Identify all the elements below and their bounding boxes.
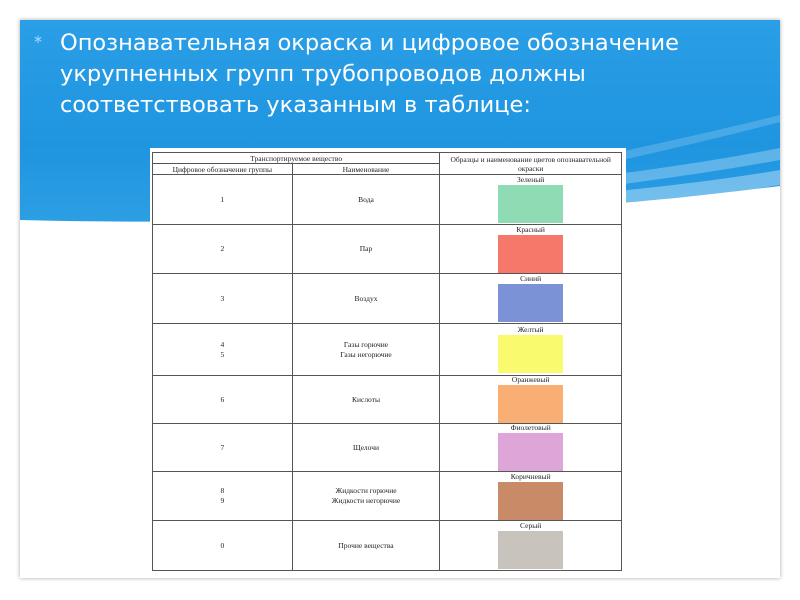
color-sample-cell [440,225,622,274]
substance-name: Жидкости горючие [335,486,397,495]
group-code: 3 [220,293,225,303]
group-code-cell [153,376,293,424]
table-row [153,376,622,424]
table-row [153,274,622,324]
substance-name-cell [292,424,440,472]
group-code-cell [153,521,293,571]
substance-name: Вода [358,194,374,204]
header-name: Наименование [292,164,440,175]
group-code-cell [153,424,293,472]
group-code: 6 [220,394,225,404]
color-name: Желтый [517,325,544,334]
group-code: 1 [220,194,225,204]
color-swatch [498,284,563,322]
color-name: Синий [520,274,542,283]
table-row [153,472,622,521]
group-code: 2 [220,244,225,253]
substance-name: Прочие вещества [338,540,394,550]
substance-name: Жидкости негорючие [331,496,401,505]
substance-name: Воздух [354,293,378,303]
substance-name: Газы негорючие [340,349,392,359]
color-swatch [498,335,563,373]
substance-name: Пар [359,244,373,253]
color-sample-cell [440,376,622,424]
substance-name: Кислоты [351,394,381,404]
pipe-color-table [152,152,622,571]
color-swatch [498,482,563,520]
group-code: 9 [220,496,225,505]
group-code-cell [153,274,293,324]
color-sample-cell [440,424,622,472]
substance-name-cell [292,521,440,571]
color-name: Оранжевый [511,375,550,384]
color-sample-cell [440,324,622,376]
substance-name-cell [292,175,440,225]
color-swatch [498,235,563,273]
group-code-cell [153,324,293,376]
header-code: Цифровое обозначение группы [153,164,293,175]
color-sample-cell [440,274,622,324]
group-code: 8 [220,486,225,495]
table-row [153,424,622,472]
color-name: Красный [516,224,545,234]
color-swatch [498,385,563,423]
table-row [153,521,622,571]
color-name: Зеленый [517,175,545,184]
group-code-cell [153,225,293,274]
color-swatch [498,531,563,569]
color-name: Коричневый [510,471,551,481]
substance-name: Щелочи [353,442,379,452]
substance-name-cell [292,225,440,274]
color-sample-cell [440,521,622,571]
table-row [153,175,622,225]
color-swatch [498,433,563,471]
header-color: Образцы и наименование цветов опознавательной окраски [440,153,622,175]
bullet-icon: ∗ [33,32,44,46]
color-sample-cell [440,472,622,521]
slide-title: Опознавательная окраска и цифровое обозначение укрупненных групп трубопроводов должны соответствовать указанным в таблице: [60,30,680,118]
color-sample-cell [440,175,622,225]
substance-name-cell [292,472,440,521]
header-substance: Транспортируемое вещество [153,153,440,164]
table-row [153,225,622,274]
group-code: 0 [220,540,225,550]
group-code: 7 [220,442,225,452]
substance-name-cell [292,376,440,424]
group-code: 5 [220,349,225,359]
slide [20,20,780,578]
table-row [153,324,622,376]
color-swatch [498,185,563,223]
substance-name-cell [292,274,440,324]
substance-name-cell [292,324,440,376]
group-code-cell [153,472,293,521]
group-code: 4 [220,339,225,349]
color-name: Серый [520,521,542,530]
substance-name: Газы горючие [343,339,389,349]
pipe-color-table-image [150,148,626,570]
group-code-cell [153,175,293,225]
color-name: Фиолетовый [510,423,551,432]
